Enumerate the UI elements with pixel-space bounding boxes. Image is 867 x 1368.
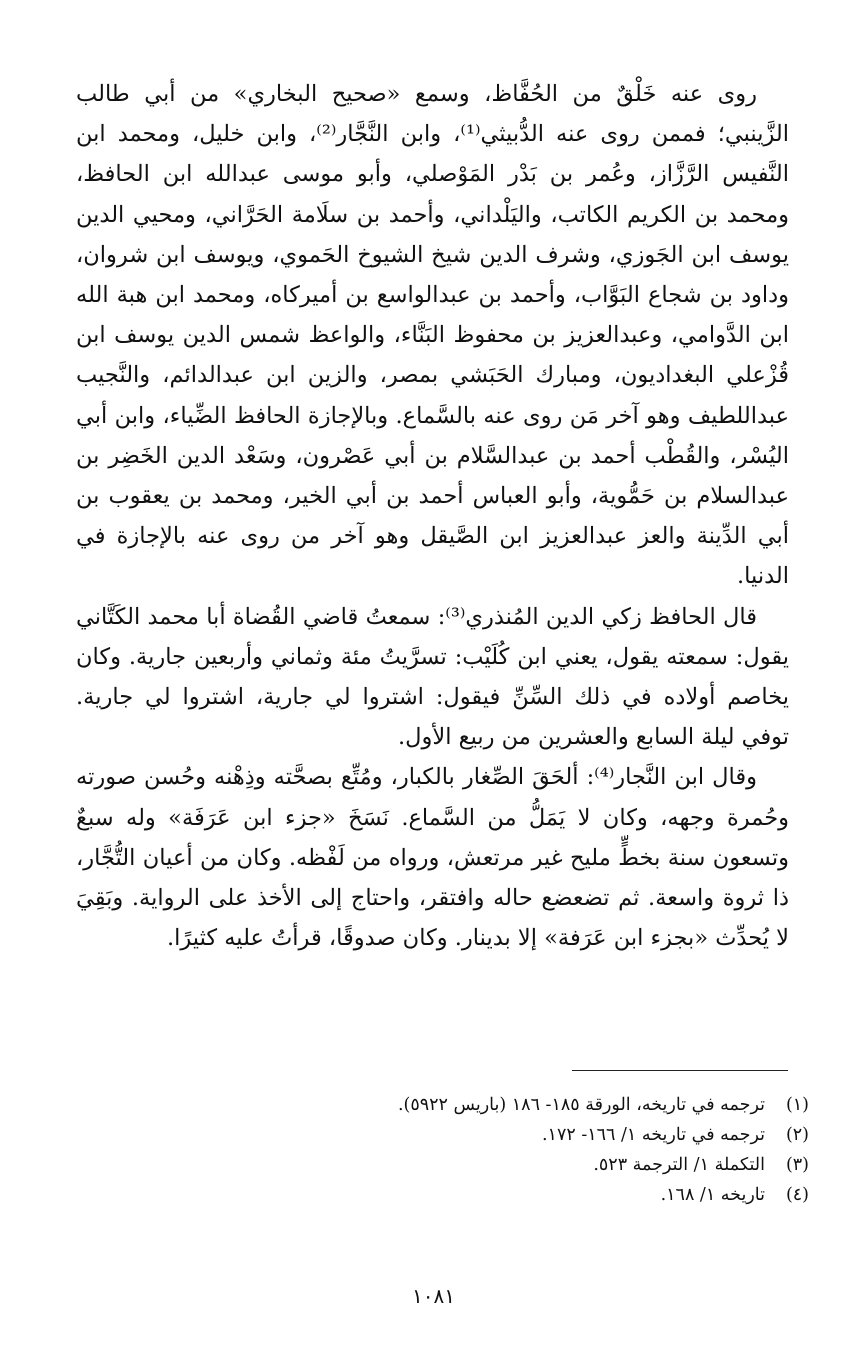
footnote-text: ترجمه في تاريخه، الورقة ١٨٥- ١٨٦ (باريس ٥٩٢٢). — [397, 1095, 765, 1115]
footnote-text: التكملة ١/ الترجمة ٥٢٣. — [593, 1155, 765, 1175]
footnote-text: ترجمه في تاريخه ١/ ١٦٦- ١٧٢. — [541, 1125, 765, 1145]
footnotes — [200, 1090, 809, 1210]
paragraph-1: روى عنه خَلْقٌ من الحُفَّاظ، وسمع «صحيح البخاري» من أبي طالب الزَّينبي؛ فممن روى عنه الدُّبيثي⁽¹⁾، وابن النَّجَّار⁽²⁾، وابن خليل، ومحمد ابن النَّفيس الرَّزَّاز، وعُمر بن بَدْر المَوْصلي، وأبو موسى عبدالله ابن الحافظ، ومحمد بن الكريم الكاتب، واليَلْداني، وأحمد بن سلَامة الحَرَّاني، ومحيي الدين يوسف ابن الجَوزي، وشرف الدين شيخ الشيوخ الحَموي، ويوسف ابن شروان، وداود بن شجاع البَوَّاب، وأحمد بن عبدالواسع بن أميركاه، ومحمد ابن هبة الله ابن الدَّوامي، وعبدالعزيز بن محفوظ البَنَّاء، والواعظ شمس الدين يوسف ابن قُزْعلي البغداديون، ومبارك الحَبَشي بمصر، والزين ابن عبدالدائم، والنَّجيب عبداللطيف وهو آخر مَن روى عنه بالسَّماع. وبالإجازة الحافظ الضِّياء، وابن أبي اليُسْر، والقُطْب أحمد بن عبدالسَّلام بن أبي عَصْرون، وسَعْد الدين الخَضِر بن عبدالسلام بن حَمُّوية، وأبو العباس أحمد بن أبي الخير، ومحمد بن يعقوب بن أبي الدِّينة والعز عبدالعزيز ابن الصَّيقل وهو آخر من روى عنه بالإجازة في الدنيا. — [76, 81, 789, 590]
page-number: ١٠٨١ — [412, 1284, 455, 1308]
footnote-number: (٤) — [785, 1185, 809, 1205]
paragraph-3: وقال ابن النَّجار⁽⁴⁾: ألحَقَ الصِّغار بالكبار، ومُتِّع بصحَّته وذِهْنه وحُسن صورته وحُمرة وجهه، وكان لا يَمَلُّ من السَّماع. نَسَخَ «جزء ابن عَرَفَة» وله سبعٌ وتسعون سنة بخطٍّ مليح غير مرتعش، ورواه من لَفْظه. وكان من أعيان التُّجَّار، ذا ثروة واسعة. ثم تضعضع حاله وافتقر، واحتاج إلى الأخذ على الرواية. وبَقِيَ لا يُحدِّث «بجزء ابن عَرَفة» إلا بدينار. وكان صدوقًا، قرأتُ عليه كثيرًا. — [76, 764, 789, 952]
footnote-4 — [200, 1180, 809, 1210]
footnote-3 — [200, 1150, 809, 1180]
footnote-number: (٣) — [785, 1155, 809, 1175]
footnote-1 — [200, 1090, 809, 1120]
footnote-number: (٢) — [785, 1125, 809, 1145]
footnote-number: (١) — [785, 1095, 809, 1115]
footnote-text: تاريخه ١/ ١٦٨. — [660, 1185, 765, 1205]
main-text — [76, 74, 789, 958]
footnote-2 — [200, 1120, 809, 1150]
footnote-separator — [572, 1070, 788, 1071]
paragraph-2: قال الحافظ زكي الدين المُنذري⁽³⁾: سمعتُ قاضي القُضاة أبا محمد الكَتَّاني يقول: سمعته يقول، يعني ابن كُلَيْب: تسرَّيتُ مئة وثماني وأربعين جارية. وكان يخاصم أولاده في ذلك السِّنِّ فيقول: اشتروا لي جارية، اشتروا لي جارية. توفي ليلة السابع والعشرين من ربيع الأول. — [76, 603, 789, 751]
